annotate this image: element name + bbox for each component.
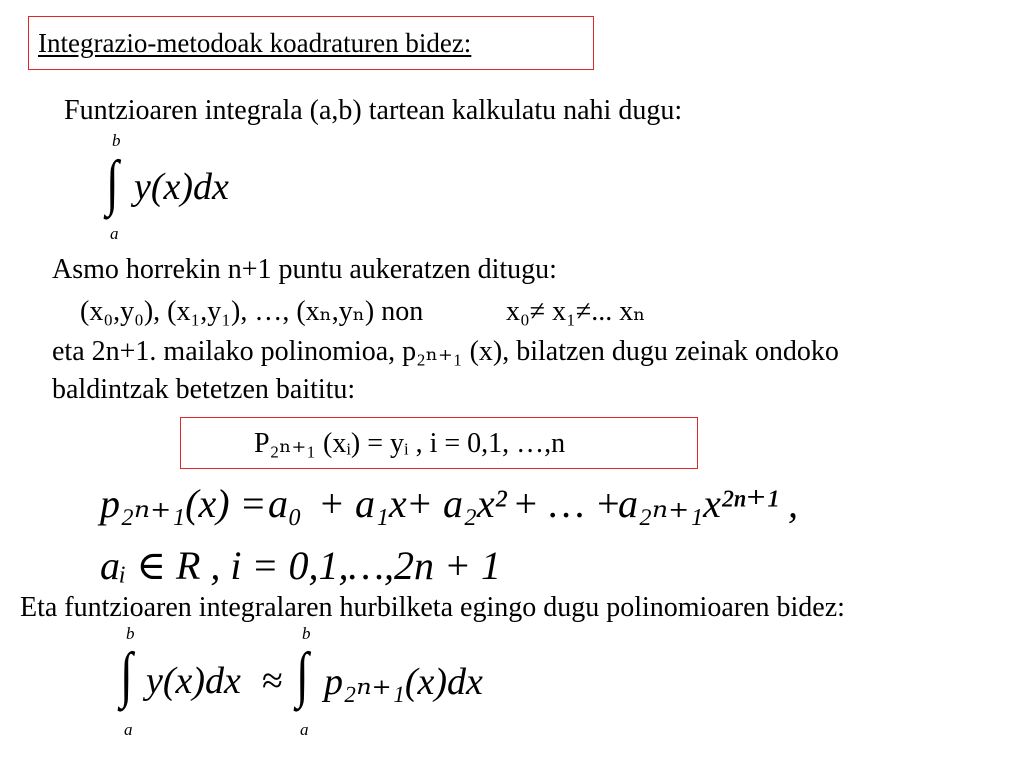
coefficient-domain: aᵢ ∈ R , i = 0,1,…,2n + 1 [100,543,502,588]
integral2-right-lower-limit: a [300,720,309,739]
integral2-left-upper-limit: b [126,624,135,643]
poly-term-last: a₂ₙ₊₁x²ⁿ⁺¹ [618,481,779,526]
poly-term-2: + a₂x² [406,481,507,526]
integral-sign-icon: ∫ [296,641,309,709]
poly-term-0: a₀ [268,481,302,526]
approx-symbol: ≈ [262,660,283,702]
polynomial-lhs: p₂ₙ₊₁(x) = [100,481,267,526]
integral-sign-icon: ∫ [120,641,133,709]
poly-term-1: + a₁x [318,481,407,526]
condition-intro-line: baldintzak betetzen baititu: [52,374,356,405]
integral1-upper-limit: b [112,131,121,150]
polynomial-intro-line: eta 2n+1. mailako polinomioa, p₂ₙ₊₁ (x), bilatzen dugu zeinak ondoko [52,336,839,367]
points-list: (x₀,y₀), (x₁,y₁), …, (xₙ,yₙ) non [80,296,424,327]
integral2-left-integrand: y(x)dx [146,660,241,702]
distinct-condition: x₀≠ x₁≠... xₙ [506,296,646,327]
integral2-left-lower-limit: a [124,720,133,739]
integral2-right-integrand: p₂ₙ₊₁(x)dx [324,661,483,703]
intro-line: Funtzioaren integrala (a,b) tartean kalkulatu nahi dugu: [64,95,683,126]
integral1-lower-limit: a [110,224,119,243]
interpolation-condition: P₂ₙ₊₁ (xᵢ) = yᵢ , i = 0,1, …,n [254,428,566,459]
points-intro-line: Asmo horrekin n+1 puntu aukeratzen ditugu: [52,254,557,285]
integral-sign-icon: ∫ [106,149,119,217]
integral1-integrand: y(x)dx [134,166,229,208]
poly-term-dots: + … + [512,481,622,526]
page-title: Integrazio-metodoak koadraturen bidez: [38,28,472,58]
integral2-right-upper-limit: b [302,624,311,643]
poly-trailing-comma: , [788,481,798,526]
approximation-intro-line: Eta funtzioaren integralaren hurbilketa egingo dugu polinomioaren bidez: [20,592,845,623]
